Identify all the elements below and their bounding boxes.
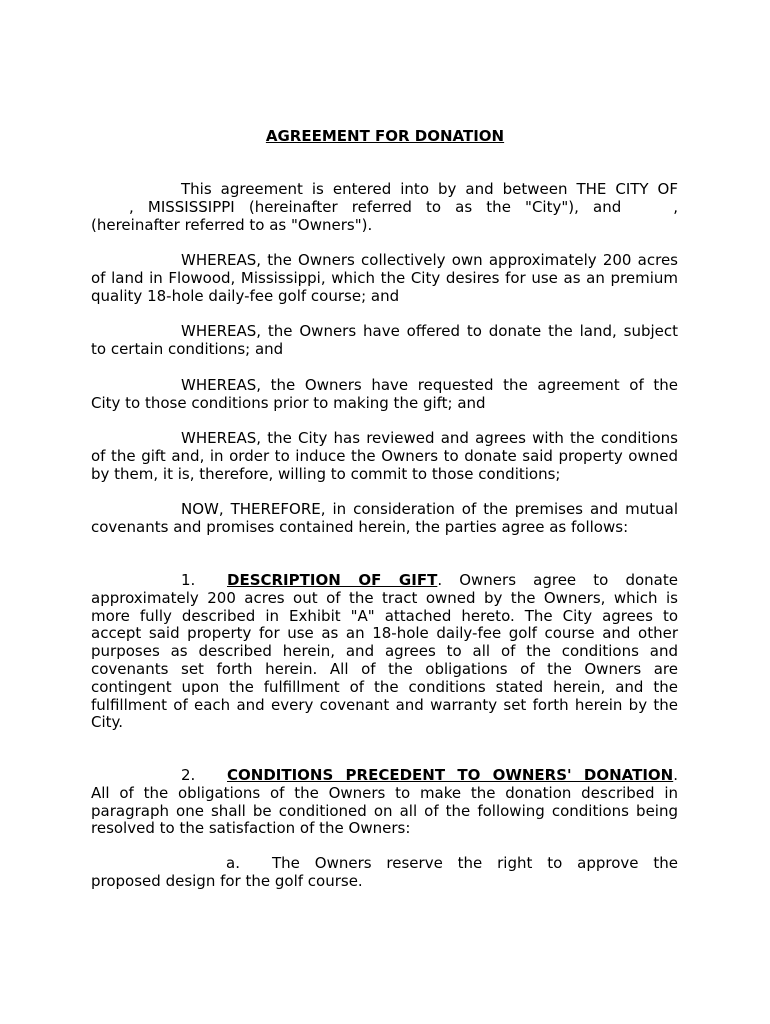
whereas2-line-2: to certain conditions; and <box>91 339 284 358</box>
whereas2-line-1: WHEREAS, the Owners have offered to donate the land, subject <box>181 322 678 340</box>
section-1-line-6: covenants set forth herein. All of the obligations of the Owners are <box>91 659 678 678</box>
intro-line-2: , MISSISSIPPI (hereinafter referred to as the "City"), and <box>129 197 622 216</box>
section-1-heading: DESCRIPTION OF GIFT <box>227 571 438 589</box>
whereas-paragraph-4 <box>91 430 678 483</box>
section-2-number: 2. <box>181 766 196 784</box>
document-title: AGREEMENT FOR DONATION <box>265 127 505 145</box>
section-1-number: 1. <box>181 571 196 589</box>
section-1-line-4: accept said property for use as an 18-hole daily-fee golf course and other <box>91 624 678 643</box>
intro-line-1: This agreement is entered into by and between THE CITY OF <box>181 180 678 198</box>
section-2-paragraph <box>91 767 678 838</box>
section-2-line-4: resolved to the satisfaction of the Owners: <box>91 819 411 838</box>
whereas1-line-1: WHEREAS, the Owners collectively own approximately 200 acres <box>181 251 678 269</box>
section-2-line-2: All of the obligations of the Owners to make the donation described in <box>91 783 678 802</box>
whereas3-line-1: WHEREAS, the Owners have requested the agreement of the <box>181 376 678 394</box>
now-therefore-paragraph <box>91 501 678 537</box>
section-2a-line-1: The Owners reserve the right to approve the <box>272 854 678 872</box>
section-1-line-9: City. <box>91 713 124 732</box>
section-1-line-5: purposes as described herein, and agrees to all of the conditions and <box>91 642 678 661</box>
whereas-paragraph-3 <box>91 377 678 413</box>
whereas-paragraph-1 <box>91 252 678 305</box>
whereas4-line-1: WHEREAS, the City has reviewed and agrees with the conditions <box>181 429 678 447</box>
whereas-paragraph-2 <box>91 323 678 359</box>
now-therefore-line-2: covenants and promises contained herein, the parties agree as follows: <box>91 517 629 536</box>
whereas4-line-3: by them, it is, therefore, willing to commit to those conditions; <box>91 464 561 483</box>
section-1-line-1: . Owners agree to donate <box>437 571 678 589</box>
section-2-heading: CONDITIONS PRECEDENT TO OWNERS' DONATION <box>227 766 674 784</box>
section-1-line-7: contingent upon the fulfillment of the conditions stated herein, and the <box>91 677 678 696</box>
section-1-paragraph <box>91 572 678 732</box>
section-1-line-8: fulfillment of each and every covenant and warranty set forth herein by the <box>91 695 678 714</box>
now-therefore-line-1: NOW, THEREFORE, in consideration of the premises and mutual <box>181 500 678 518</box>
whereas1-line-2: of land in Flowood, Mississippi, which the City desires for use as an premium <box>91 268 678 287</box>
whereas3-line-2: City to those conditions prior to making the gift; and <box>91 393 486 412</box>
section-2a-line-2: proposed design for the golf course. <box>91 871 363 890</box>
section-2a-letter: a. <box>226 854 240 872</box>
intro-line-3: (hereinafter referred to as "Owners"). <box>91 215 373 234</box>
intro-paragraph <box>91 181 678 234</box>
section-2a-paragraph <box>91 855 678 891</box>
whereas4-line-2: of the gift and, in order to induce the Owners to donate said property owned <box>91 446 678 465</box>
whereas1-line-3: quality 18-hole daily-fee golf course; and <box>91 286 400 305</box>
section-2-line-3: paragraph one shall be conditioned on all of the following conditions being <box>91 801 678 820</box>
section-2-line-1: . <box>673 766 678 784</box>
section-1-line-2: approximately 200 acres out of the tract owned by the Owners, which is <box>91 588 678 607</box>
intro-line-2-comma: , <box>673 197 678 216</box>
section-1-line-3: more fully described in Exhibit "A" attached hereto. The City agrees to <box>91 606 678 625</box>
